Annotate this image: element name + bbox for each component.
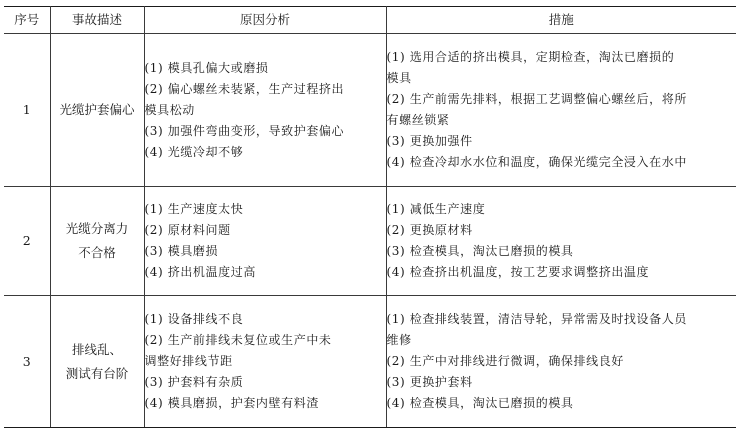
cause-line: (1) 设备排线不良: [144, 312, 244, 326]
measure-line: (3) 更换加强件: [386, 134, 473, 148]
cause-line: (2) 生产前排线未复位或生产中未: [144, 333, 332, 347]
fault-description: [50, 296, 144, 428]
cause-line: (1) 模具孔偏大或磨损: [144, 60, 269, 75]
measures-cell: [386, 296, 736, 428]
row-number: 3: [4, 296, 50, 428]
cause-analysis-cell: [144, 296, 386, 428]
cause-line: (2) 偏心螺丝未装紧，生产过程挤出: [144, 81, 345, 96]
header-no: 序号: [4, 7, 50, 34]
cause-line: 模具松动: [144, 102, 195, 117]
cause-line: (4) 模具磨损，护套内壁有料渣: [144, 396, 319, 410]
measure-list: [387, 47, 737, 173]
measure-line: (3) 更换护套料: [386, 375, 473, 389]
measure-line: (4) 检查挤出机温度，按工艺要求调整挤出温度: [386, 265, 650, 279]
measure-line: (1) 减低生产速度: [386, 202, 486, 216]
measure-line: (1) 检查排线装置，清洁导轮，异常需及时找设备人员: [386, 312, 687, 326]
fault-description: [50, 34, 144, 187]
cause-analysis-cell: [144, 187, 386, 296]
table-row: [4, 187, 736, 296]
fault-analysis-table: [4, 6, 736, 428]
header-measure: 措施: [386, 7, 736, 34]
measure-line: (4) 检查冷却水水位和温度，确保光缆完全浸入在水中: [386, 155, 687, 169]
table-row: [4, 296, 736, 428]
measure-line: (2) 更换原材料: [386, 223, 473, 237]
cause-line: 调整好排线节距: [144, 354, 233, 368]
measure-line: 有螺丝锁紧: [386, 113, 450, 127]
row-number: 2: [4, 187, 50, 296]
cause-list: [145, 199, 386, 283]
measure-line: (4) 检查模具，淘汰已磨损的模具: [386, 396, 574, 410]
measure-line: 维修: [386, 333, 412, 347]
measure-line: (2) 生产中对排线进行微调，确保排线良好: [386, 354, 624, 368]
cause-list: [145, 58, 386, 163]
cause-line: (4) 挤出机温度过高: [144, 265, 256, 279]
table-row: [4, 34, 736, 187]
measure-list: [387, 199, 737, 283]
cause-list: [145, 309, 386, 414]
measures-cell: [386, 187, 736, 296]
cause-analysis-cell: [144, 34, 386, 187]
fault-description-text: 排线乱、 测试有台阶: [65, 341, 129, 381]
header-cause: 原因分析: [144, 7, 386, 34]
table-header-row: [4, 7, 736, 34]
measure-line: (3) 检查模具，淘汰已磨损的模具: [386, 244, 574, 258]
fault-description-text: 光缆护套偏心: [59, 102, 135, 117]
fault-description: [50, 187, 144, 296]
measure-list: [387, 309, 737, 414]
measure-line: (2) 生产前需先排料，根据工艺调整偏心螺丝后，将所: [386, 92, 687, 106]
measure-line: (1) 选用合适的挤出模具，定期检查，淘汰已磨损的: [386, 50, 675, 64]
cause-line: (4) 光缆冷却不够: [144, 144, 244, 159]
cause-line: (3) 模具磨损: [144, 244, 219, 258]
cause-line: (2) 原材料问题: [144, 223, 231, 237]
row-number: 1: [4, 34, 50, 187]
cause-line: (1) 生产速度太快: [144, 202, 244, 216]
cause-line: (3) 加强件弯曲变形，导致护套偏心: [144, 123, 345, 138]
cause-line: (3) 护套料有杂质: [144, 375, 244, 389]
header-desc: 事故描述: [50, 7, 144, 34]
measure-line: 模具: [386, 71, 412, 85]
fault-description-text: 光缆分离力 不合格: [65, 221, 129, 260]
measures-cell: [386, 34, 736, 187]
